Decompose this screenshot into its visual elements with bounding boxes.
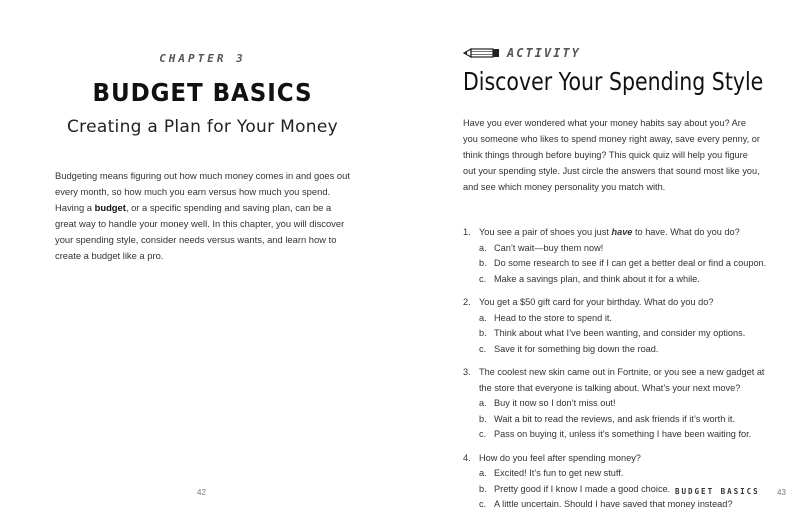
right-page-number: 43 xyxy=(777,488,786,497)
chapter-title: BUDGET BASICS xyxy=(92,78,313,107)
quiz-question xyxy=(463,365,773,443)
question-text: You see a pair of shoes you just have to have. What do you do? xyxy=(479,227,740,237)
option-letter: c. xyxy=(479,343,487,354)
answer-option[interactable] xyxy=(463,311,773,327)
option-letter: a. xyxy=(479,398,487,408)
intro-text-part2: , or a specific spending and saving plan, can be a great way to handle your money well. In this chapter, you will discover your spending style, consider needs versus wants, and learn how to create a budget like a pro. xyxy=(55,202,345,261)
option-letter: b. xyxy=(479,413,487,424)
running-head: BUDGET BASICS xyxy=(675,487,760,496)
answer-option[interactable] xyxy=(463,342,773,358)
option-letter: c. xyxy=(479,499,487,509)
answer-option[interactable] xyxy=(463,427,773,443)
quiz-question xyxy=(463,225,773,287)
answer-option[interactable] xyxy=(463,396,773,412)
chapter-label: CHAPTER 3 xyxy=(159,52,246,65)
question-number: 1. xyxy=(463,227,471,237)
option-text: Can’t wait—buy them now! xyxy=(494,242,604,253)
answer-option[interactable] xyxy=(463,256,773,272)
intro-bold-term: budget xyxy=(94,202,126,213)
question-number: 4. xyxy=(463,452,471,463)
option-text: Pretty good if I know I made a good choice. xyxy=(494,483,671,494)
pencil-icon xyxy=(463,47,501,59)
option-letter: c. xyxy=(479,273,487,284)
question-number: 3. xyxy=(463,367,471,377)
right-page xyxy=(405,0,810,520)
option-text: Excited! It’s fun to get new stuff. xyxy=(494,468,624,478)
answer-option[interactable] xyxy=(463,272,773,288)
intro-text-part1: Budgeting means figuring out how much money comes in and goes out every month, so how much you earn versus how much you spend. Having a xyxy=(55,170,350,213)
option-letter: b. xyxy=(479,328,487,338)
option-text: Make a savings plan, and think about it for a while. xyxy=(494,273,700,284)
activity-header xyxy=(463,44,581,62)
option-letter: c. xyxy=(479,429,487,439)
option-letter: a. xyxy=(479,468,487,478)
option-text: Save it for something big down the road. xyxy=(494,343,659,354)
answer-option[interactable] xyxy=(463,412,773,428)
quiz-questions xyxy=(463,225,773,521)
option-text: Head to the store to spend it. xyxy=(494,312,612,323)
activity-title: Discover Your Spending Style xyxy=(463,67,764,96)
option-letter: b. xyxy=(479,483,487,494)
option-text: A little uncertain. Should I have saved that money instead? xyxy=(494,499,733,509)
option-letter: a. xyxy=(479,242,487,253)
answer-option[interactable] xyxy=(463,326,773,342)
quiz-question xyxy=(463,451,773,513)
chapter-subtitle: Creating a Plan for Your Money xyxy=(67,117,338,137)
question-text: How do you feel after spending money? xyxy=(479,452,641,463)
option-letter: b. xyxy=(479,258,487,268)
option-letter: a. xyxy=(479,312,487,323)
quiz-question xyxy=(463,295,773,357)
option-text: Do some research to see if I can get a better deal or find a coupon. xyxy=(494,258,767,268)
answer-option[interactable] xyxy=(463,497,773,513)
option-text: Think about what I’ve been wanting, and consider my options. xyxy=(494,328,746,338)
emphasized-word: have xyxy=(611,227,633,237)
activity-intro-paragraph: Have you ever wondered what your money habits say about you? Are you someone who likes to spend money right away, save every penny, or think things through before buying? This quick quiz will help you figure out your spending style. Just circle the answers that sound most like you, and see which money personality you match with. xyxy=(463,118,760,192)
answer-option[interactable] xyxy=(463,241,773,257)
activity-label: ACTIVITY xyxy=(507,46,581,60)
answer-option[interactable] xyxy=(463,466,773,482)
left-page xyxy=(0,0,405,520)
option-text: Buy it now so I don’t miss out! xyxy=(494,398,616,408)
chapter-intro-paragraph xyxy=(55,168,355,264)
option-text: Wait a bit to read the reviews, and ask friends if it’s worth it. xyxy=(494,413,736,424)
question-text: You get a $50 gift card for your birthday. What do you do? xyxy=(479,297,714,307)
left-page-number: 42 xyxy=(197,488,206,497)
question-text: The coolest new skin came out in Fortnite, or you see a new gadget at the store that everyone is talking about. What’s your next move? xyxy=(479,367,765,393)
question-number: 2. xyxy=(463,297,471,307)
option-text: Pass on buying it, unless it’s something I have been waiting for. xyxy=(494,429,752,439)
